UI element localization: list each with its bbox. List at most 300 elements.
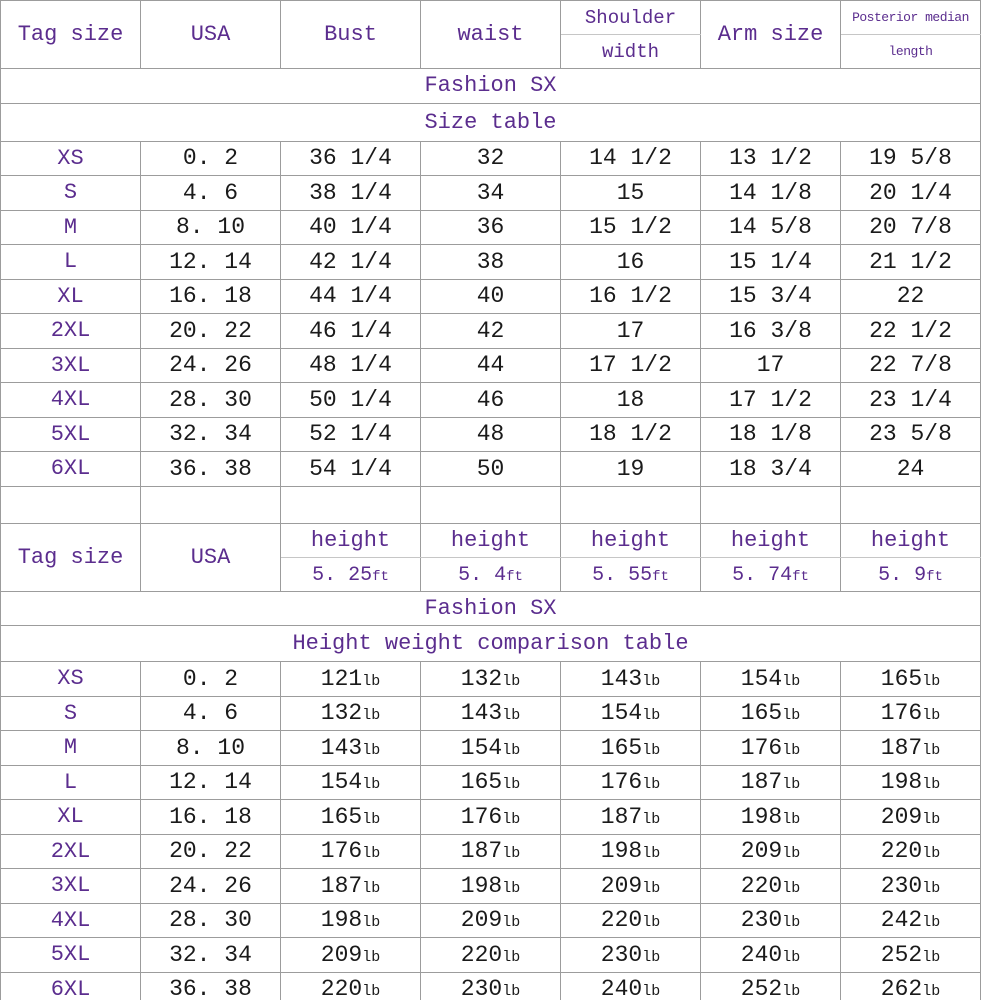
weight-unit: lb [362,810,381,828]
weight-value: 154 [460,734,503,761]
weight-cell [701,869,841,904]
header-usa: USA [141,523,281,591]
size-table-subtitle-row [1,103,981,141]
posterior-cell: 23 5/8 [841,417,981,452]
weight-value: 165 [460,769,503,796]
size-table-row [1,245,981,280]
weight-table [0,523,981,1000]
waist-cell: 42 [421,314,561,349]
usa-cell: 24. 26 [141,869,281,904]
weight-value: 252 [740,976,783,1000]
arm-cell: 15 1/4 [701,245,841,280]
weight-value: 187 [460,838,503,865]
weight-unit: lb [782,672,801,690]
weight-cell [281,869,421,904]
weight-cell [701,662,841,697]
weight-unit: lb [922,810,941,828]
weight-value: 198 [880,769,923,796]
weight-cell [561,972,701,1000]
weight-cell [701,696,841,731]
height-unit: ft [506,568,523,585]
weight-cell [561,696,701,731]
height-unit: ft [652,568,669,585]
bust-cell: 40 1/4 [281,210,421,245]
weight-value: 198 [460,872,503,899]
weight-cell [281,800,421,835]
weight-value: 209 [880,803,923,830]
waist-cell: 46 [421,383,561,418]
weight-unit: lb [502,810,521,828]
size-table-row [1,383,981,418]
weight-table-title-row [1,591,981,626]
weight-cell [561,938,701,973]
posterior-cell: 20 7/8 [841,210,981,245]
bust-cell: 52 1/4 [281,417,421,452]
weight-unit: lb [922,948,941,966]
weight-value: 143 [600,665,643,692]
usa-cell: 12. 14 [141,245,281,280]
tag-size-cell: XL [1,279,141,314]
weight-cell [561,903,701,938]
weight-unit: lb [362,948,381,966]
size-table-row [1,141,981,176]
weight-unit: lb [502,707,521,725]
posterior-cell: 22 7/8 [841,348,981,383]
height-unit: ft [926,568,943,585]
weight-unit: lb [642,879,661,897]
tag-size-cell: 3XL [1,869,141,904]
weight-unit: lb [502,983,521,1000]
posterior-cell: 21 1/2 [841,245,981,280]
weight-cell [421,869,561,904]
weight-cell [421,834,561,869]
size-table-subtitle: Size table [1,103,981,141]
weight-value: 143 [460,700,503,727]
posterior-cell: 23 1/4 [841,383,981,418]
waist-cell: 40 [421,279,561,314]
weight-table-row [1,800,981,835]
usa-cell: 20. 22 [141,834,281,869]
weight-value: 198 [600,838,643,865]
arm-cell: 17 1/2 [701,383,841,418]
arm-cell: 18 3/4 [701,452,841,487]
posterior-cell: 19 5/8 [841,141,981,176]
weight-value: 165 [600,734,643,761]
weight-cell [281,972,421,1000]
weight-value: 230 [600,941,643,968]
weight-cell [421,938,561,973]
weight-unit: lb [502,845,521,863]
shoulder-cell: 14 1/2 [561,141,701,176]
weight-unit: lb [782,948,801,966]
tag-size-cell: 2XL [1,314,141,349]
weight-unit: lb [782,776,801,794]
spacer-cell [701,486,841,523]
tag-size-cell: 4XL [1,903,141,938]
waist-cell: 44 [421,348,561,383]
weight-cell [841,869,981,904]
weight-cell [841,765,981,800]
posterior-cell: 22 1/2 [841,314,981,349]
weight-table-row [1,834,981,869]
weight-value: 198 [740,803,783,830]
arm-cell: 17 [701,348,841,383]
bust-cell: 54 1/4 [281,452,421,487]
weight-cell [281,834,421,869]
tag-size-cell: M [1,731,141,766]
shoulder-cell: 19 [561,452,701,487]
tag-size-cell: 6XL [1,452,141,487]
shoulder-cell: 15 [561,176,701,211]
spacer-cell [561,486,701,523]
weight-unit: lb [782,707,801,725]
size-table-row [1,314,981,349]
weight-value: 165 [880,665,923,692]
size-table-title-row [1,69,981,104]
tag-size-cell: XL [1,800,141,835]
height-value: 5. 9 [878,563,927,587]
weight-table-row [1,662,981,697]
usa-cell: 24. 26 [141,348,281,383]
header-height-value-3 [561,557,701,591]
weight-unit: lb [922,707,941,725]
weight-table-row [1,765,981,800]
weight-cell [281,765,421,800]
weight-value: 209 [320,941,363,968]
bust-cell: 48 1/4 [281,348,421,383]
weight-unit: lb [642,983,661,1000]
size-table-row [1,348,981,383]
weight-cell [561,834,701,869]
usa-cell: 4. 6 [141,696,281,731]
weight-unit: lb [642,845,661,863]
usa-cell: 36. 38 [141,972,281,1000]
weight-table-row [1,903,981,938]
weight-unit: lb [782,879,801,897]
weight-value: 209 [460,907,503,934]
header-posterior-line1: Posterior median [841,1,981,35]
weight-cell [561,662,701,697]
shoulder-cell: 18 [561,383,701,418]
weight-cell [281,696,421,731]
tag-size-cell: L [1,765,141,800]
weight-unit: lb [922,914,941,932]
weight-value: 262 [880,976,923,1000]
weight-cell [701,800,841,835]
tag-size-cell: 6XL [1,972,141,1000]
bust-cell: 36 1/4 [281,141,421,176]
weight-value: 132 [320,700,363,727]
weight-unit: lb [922,983,941,1000]
bust-cell: 42 1/4 [281,245,421,280]
weight-value: 154 [320,769,363,796]
weight-value: 220 [460,941,503,968]
header-tag-size: Tag size [1,1,141,69]
spacer-cell [421,486,561,523]
size-table-title: Fashion SX [1,69,981,104]
weight-cell [701,938,841,973]
usa-cell: 0. 2 [141,662,281,697]
weight-cell [561,869,701,904]
weight-value: 209 [740,838,783,865]
weight-cell [701,731,841,766]
weight-value: 187 [600,803,643,830]
weight-cell [421,731,561,766]
weight-cell [841,903,981,938]
bust-cell: 44 1/4 [281,279,421,314]
weight-table-title: Fashion SX [1,591,981,626]
weight-cell [841,662,981,697]
weight-unit: lb [642,810,661,828]
weight-unit: lb [642,707,661,725]
weight-value: 165 [740,700,783,727]
usa-cell: 4. 6 [141,176,281,211]
arm-cell: 13 1/2 [701,141,841,176]
weight-value: 165 [320,803,363,830]
arm-cell: 14 5/8 [701,210,841,245]
spacer-cell [841,486,981,523]
usa-cell: 32. 34 [141,417,281,452]
weight-table-body [1,662,981,1000]
waist-cell: 50 [421,452,561,487]
size-table-row [1,452,981,487]
tag-size-cell: 2XL [1,834,141,869]
shoulder-cell: 17 1/2 [561,348,701,383]
header-height-3: height [561,523,701,557]
tag-size-cell: XS [1,662,141,697]
header-waist: waist [421,1,561,69]
weight-cell [421,903,561,938]
weight-cell [561,765,701,800]
tag-size-cell: 3XL [1,348,141,383]
tag-size-cell: S [1,696,141,731]
spacer-cell [1,486,141,523]
weight-value: 240 [600,976,643,1000]
weight-value: 220 [320,976,363,1000]
bust-cell: 50 1/4 [281,383,421,418]
tag-size-cell: S [1,176,141,211]
size-table-body [1,141,981,486]
weight-unit: lb [362,707,381,725]
weight-unit: lb [362,879,381,897]
weight-value: 230 [460,976,503,1000]
weight-unit: lb [642,914,661,932]
size-table-row [1,210,981,245]
weight-unit: lb [502,776,521,794]
weight-unit: lb [502,672,521,690]
weight-cell [561,800,701,835]
weight-table-row [1,696,981,731]
weight-unit: lb [642,672,661,690]
weight-unit: lb [782,810,801,828]
weight-value: 252 [880,941,923,968]
header-shoulder-line1: Shoulder [561,1,701,35]
weight-cell [841,731,981,766]
weight-unit: lb [922,845,941,863]
weight-value: 154 [600,700,643,727]
usa-cell: 32. 34 [141,938,281,973]
size-table-header-row-1 [1,1,981,35]
waist-cell: 48 [421,417,561,452]
weight-cell [701,903,841,938]
size-table-row [1,417,981,452]
shoulder-cell: 16 1/2 [561,279,701,314]
weight-cell [281,938,421,973]
weight-table-row [1,938,981,973]
weight-cell [281,903,421,938]
weight-cell [701,834,841,869]
weight-table-row [1,869,981,904]
weight-cell [841,938,981,973]
usa-cell: 0. 2 [141,141,281,176]
weight-value: 220 [740,872,783,899]
weight-value: 187 [740,769,783,796]
weight-table-header-row-1 [1,523,981,557]
tag-size-cell: 4XL [1,383,141,418]
waist-cell: 32 [421,141,561,176]
size-table-row [1,176,981,211]
height-value: 5. 74 [732,563,793,587]
usa-cell: 16. 18 [141,800,281,835]
weight-value: 209 [600,872,643,899]
weight-value: 230 [740,907,783,934]
usa-cell: 28. 30 [141,903,281,938]
usa-cell: 8. 10 [141,210,281,245]
usa-cell: 8. 10 [141,731,281,766]
weight-unit: lb [362,914,381,932]
weight-value: 176 [460,803,503,830]
weight-unit: lb [922,672,941,690]
header-height-5: height [841,523,981,557]
weight-value: 240 [740,941,783,968]
weight-value: 220 [600,907,643,934]
shoulder-cell: 18 1/2 [561,417,701,452]
bust-cell: 38 1/4 [281,176,421,211]
weight-cell [701,972,841,1000]
bust-cell: 46 1/4 [281,314,421,349]
weight-value: 132 [460,665,503,692]
weight-cell [421,972,561,1000]
weight-unit: lb [502,879,521,897]
header-height-2: height [421,523,561,557]
tag-size-cell: XS [1,141,141,176]
arm-cell: 16 3/8 [701,314,841,349]
arm-cell: 14 1/8 [701,176,841,211]
weight-unit: lb [642,776,661,794]
weight-value: 242 [880,907,923,934]
header-height-1: height [281,523,421,557]
weight-table-row [1,972,981,1000]
weight-unit: lb [782,741,801,759]
weight-value: 220 [880,838,923,865]
waist-cell: 38 [421,245,561,280]
header-height-value-1 [281,557,421,591]
weight-table-subtitle-row [1,626,981,662]
usa-cell: 36. 38 [141,452,281,487]
weight-cell [421,800,561,835]
arm-cell: 18 1/8 [701,417,841,452]
spacer-cell [281,486,421,523]
spacer-cell [141,486,281,523]
weight-unit: lb [922,741,941,759]
weight-cell [701,765,841,800]
tag-size-cell: 5XL [1,938,141,973]
weight-value: 176 [320,838,363,865]
posterior-cell: 24 [841,452,981,487]
arm-cell: 15 3/4 [701,279,841,314]
weight-unit: lb [642,741,661,759]
weight-value: 176 [740,734,783,761]
header-height-value-5 [841,557,981,591]
tag-size-cell: 5XL [1,417,141,452]
weight-unit: lb [922,776,941,794]
header-tag-size: Tag size [1,523,141,591]
posterior-cell: 20 1/4 [841,176,981,211]
header-arm-size: Arm size [701,1,841,69]
weight-cell [841,834,981,869]
weight-unit: lb [782,845,801,863]
spacer-row [1,486,981,523]
weight-unit: lb [362,741,381,759]
weight-value: 230 [880,872,923,899]
weight-unit: lb [782,914,801,932]
header-shoulder-line2: width [561,35,701,69]
weight-value: 187 [880,734,923,761]
tag-size-cell: M [1,210,141,245]
shoulder-cell: 15 1/2 [561,210,701,245]
weight-table-row [1,731,981,766]
header-height-value-2 [421,557,561,591]
header-height-value-4 [701,557,841,591]
weight-unit: lb [502,914,521,932]
weight-value: 176 [600,769,643,796]
height-value: 5. 4 [458,563,507,587]
weight-cell [421,662,561,697]
usa-cell: 12. 14 [141,765,281,800]
height-value: 5. 55 [592,563,653,587]
size-table-row [1,279,981,314]
weight-unit: lb [362,845,381,863]
weight-value: 198 [320,907,363,934]
weight-unit: lb [502,741,521,759]
weight-cell [841,800,981,835]
header-posterior-line2: length [841,35,981,69]
usa-cell: 16. 18 [141,279,281,314]
usa-cell: 28. 30 [141,383,281,418]
weight-table-subtitle: Height weight comparison table [1,626,981,662]
weight-cell [281,731,421,766]
weight-unit: lb [782,983,801,1000]
weight-unit: lb [922,879,941,897]
waist-cell: 36 [421,210,561,245]
weight-unit: lb [362,776,381,794]
height-unit: ft [792,568,809,585]
header-usa: USA [141,1,281,69]
weight-cell [561,731,701,766]
shoulder-cell: 17 [561,314,701,349]
header-bust: Bust [281,1,421,69]
weight-value: 143 [320,734,363,761]
header-height-4: height [701,523,841,557]
weight-value: 176 [880,700,923,727]
weight-cell [421,696,561,731]
weight-value: 121 [320,665,363,692]
usa-cell: 20. 22 [141,314,281,349]
weight-unit: lb [362,983,381,1000]
weight-cell [421,765,561,800]
weight-value: 187 [320,872,363,899]
weight-cell [841,972,981,1000]
